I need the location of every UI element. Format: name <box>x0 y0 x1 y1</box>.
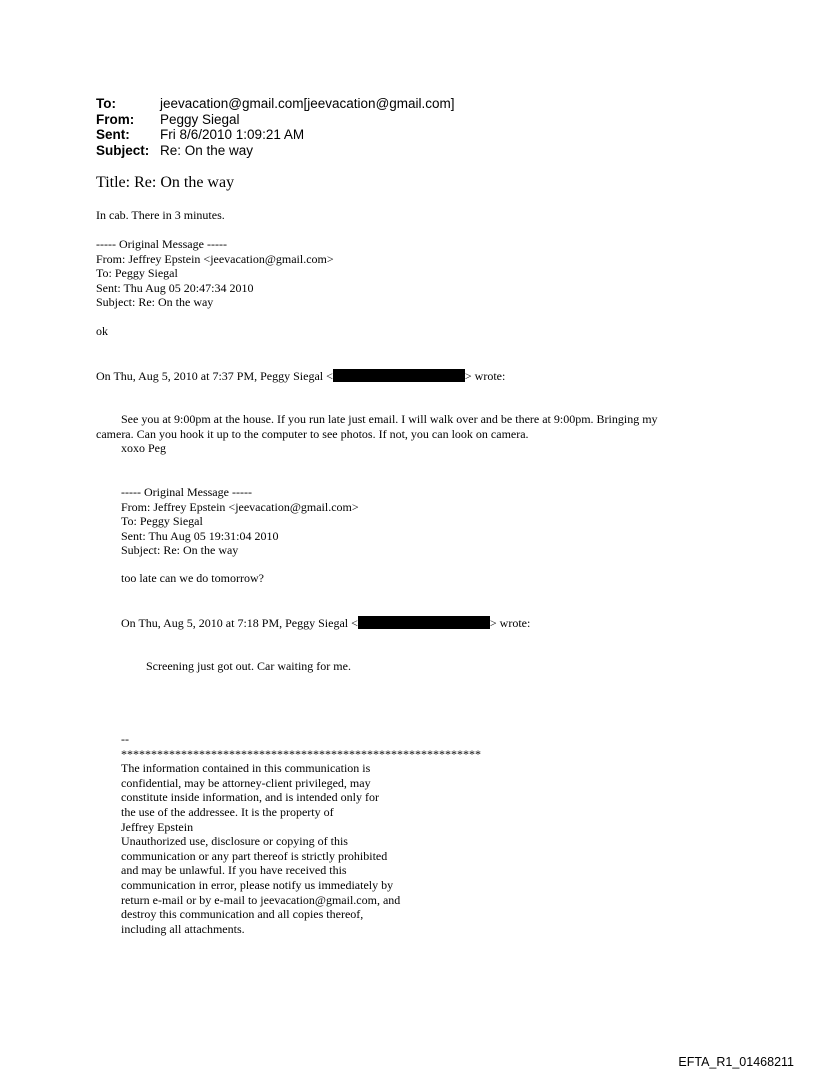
redaction-bar <box>358 616 490 629</box>
subject-row <box>96 143 455 159</box>
peg-message-line: camera. Can you hook it up to the computer to see photos. If not, you can look on camera. <box>96 426 529 441</box>
disclaimer-line: including all attachments. <box>121 921 245 936</box>
to-row <box>96 96 455 112</box>
original-subject: Subject: Re: On the way <box>121 543 239 558</box>
redaction-bar <box>333 369 465 382</box>
disclaimer-line: communication in error, please notify us immediately by <box>121 877 394 892</box>
screening-message: Screening just got out. Car waiting for me. <box>146 659 351 673</box>
peg-message-signoff: xoxo Peg <box>121 441 166 456</box>
original-subject: Subject: Re: On the way <box>96 295 214 310</box>
subject-value: Re: On the way <box>160 142 254 158</box>
original-sent: Sent: Thu Aug 05 19:31:04 2010 <box>121 528 279 543</box>
quote-attribution-2 <box>121 616 530 631</box>
disclaimer-line: communication or any part thereof is strictly prohibited <box>121 848 388 863</box>
peg-message-line: See you at 9:00pm at the house. If you run late just email. I will walk over and be there at 9:00pm. Bringing my <box>121 412 658 426</box>
original-message-2 <box>121 485 359 558</box>
disclaimer-line: confidential, may be attorney-client privileged, may <box>121 775 371 790</box>
sent-row <box>96 127 455 143</box>
original-message-heading: ----- Original Message ----- <box>121 485 252 499</box>
signature-stars: ************************************************************ <box>121 746 481 761</box>
disclaimer-line: the use of the addressee. It is the property of <box>121 804 334 819</box>
email-header <box>96 96 455 158</box>
disclaimer-line: and may be unlawful. If you have received this <box>121 863 347 878</box>
original-message-1 <box>96 237 334 310</box>
from-row <box>96 112 455 128</box>
sent-label: Sent: <box>96 127 130 142</box>
document-title: Title: Re: On the way <box>96 174 235 191</box>
too-late-reply: too late can we do tomorrow? <box>121 571 264 585</box>
quote-attribution-suffix: > wrote: <box>464 369 506 383</box>
original-from: From: Jeffrey Epstein <jeevacation@gmail.com> <box>96 251 334 266</box>
disclaimer-line: destroy this communication and all copies thereof, <box>121 907 364 922</box>
original-to: To: Peggy Siegal <box>96 266 178 281</box>
disclaimer-line: Jeffrey Epstein <box>121 819 194 834</box>
peg-message <box>96 412 658 456</box>
original-message-heading: ----- Original Message ----- <box>96 237 227 251</box>
original-from: From: Jeffrey Epstein <jeevacation@gmail.com> <box>121 499 359 514</box>
sent-value: Fri 8/6/2010 1:09:21 AM <box>160 127 305 142</box>
quote-attribution-suffix: > wrote: <box>489 616 531 630</box>
ok-reply: ok <box>96 324 108 338</box>
to-value: jeevacation@gmail.com[jeevacation@gmail.com] <box>160 96 455 111</box>
to-label: To: <box>96 96 116 111</box>
subject-label: Subject: <box>96 142 150 158</box>
signature-block <box>121 732 481 936</box>
from-value: Peggy Siegal <box>160 111 240 127</box>
signature-dashes: -- <box>121 732 129 746</box>
original-sent: Sent: Thu Aug 05 20:47:34 2010 <box>96 280 254 295</box>
disclaimer-line: return e-mail or by e-mail to jeevacation@gmail.com, and <box>121 892 401 907</box>
document-id: EFTA_R1_01468211 <box>678 1055 794 1069</box>
quote-attribution-prefix: On Thu, Aug 5, 2010 at 7:18 PM, Peggy Siegal < <box>121 616 358 630</box>
disclaimer-line: Unauthorized use, disclosure or copying of this <box>121 834 348 849</box>
reply-body: In cab. There in 3 minutes. <box>96 208 225 222</box>
quote-attribution-prefix: On Thu, Aug 5, 2010 at 7:37 PM, Peggy Siegal < <box>96 369 333 383</box>
quote-attribution-1 <box>96 369 505 384</box>
from-label: From: <box>96 111 135 127</box>
disclaimer-line: The information contained in this communication is <box>121 761 371 776</box>
original-to: To: Peggy Siegal <box>121 514 203 529</box>
disclaimer-line: constitute inside information, and is intended only for <box>121 790 379 805</box>
